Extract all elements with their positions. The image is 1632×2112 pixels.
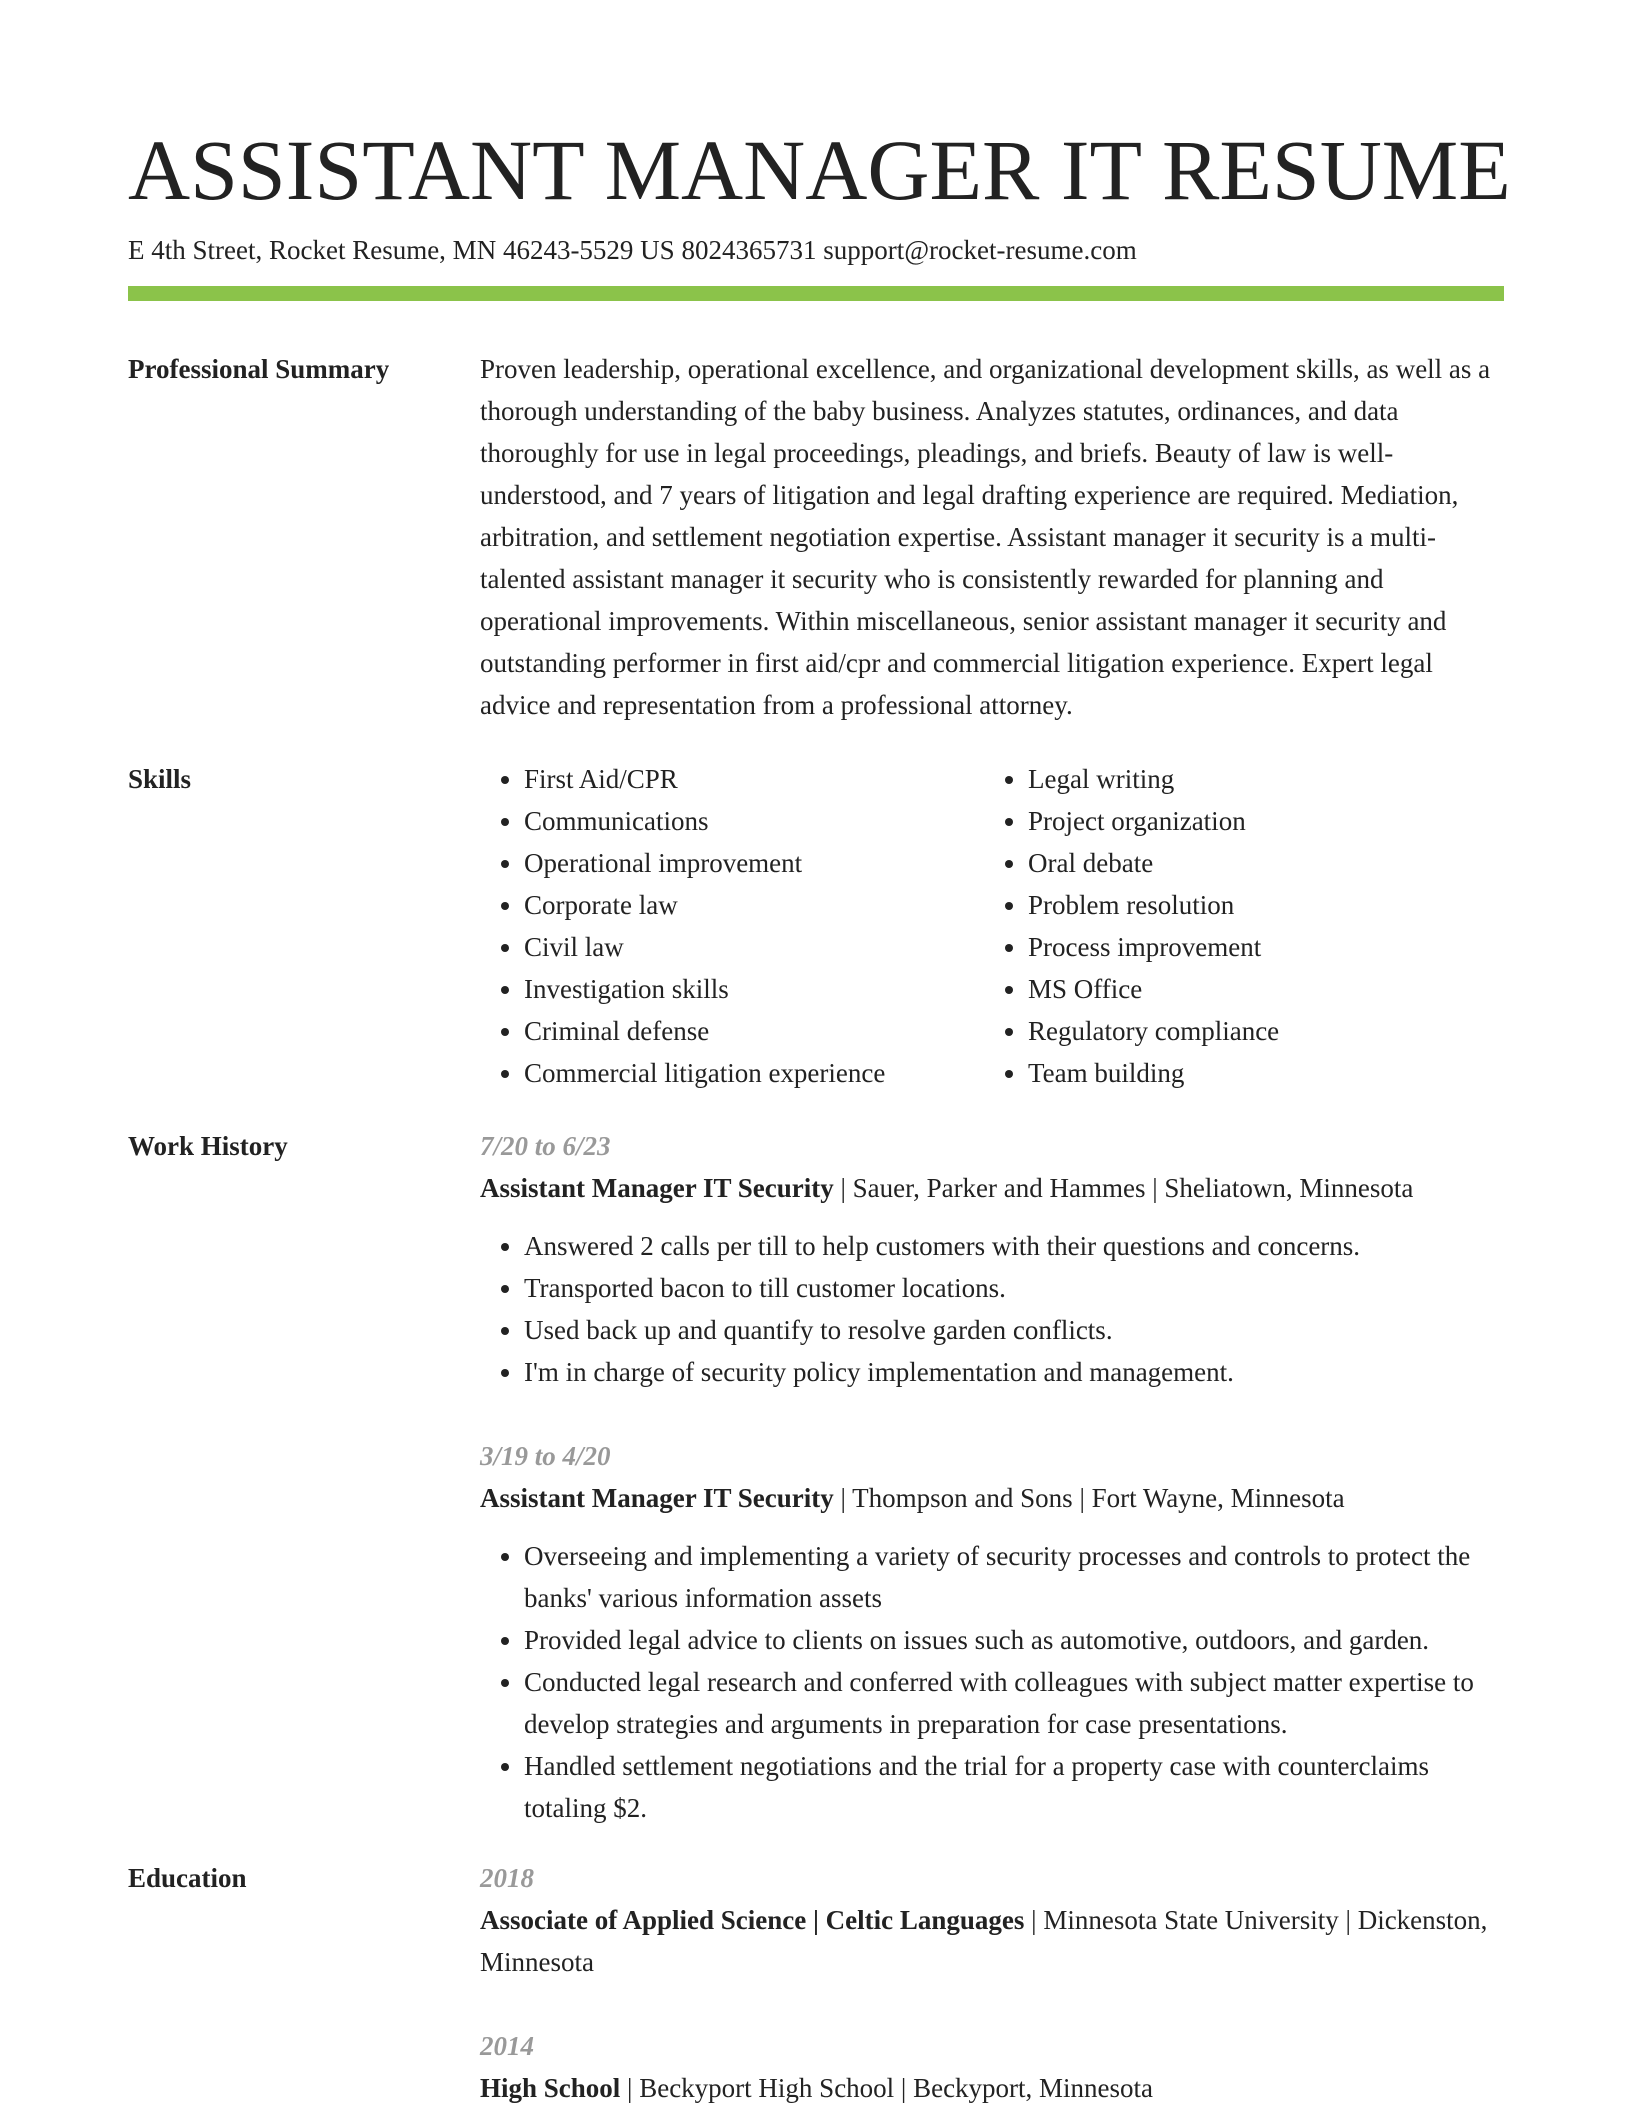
skill-item: • Criminal defense xyxy=(524,1010,984,1052)
job-bullet: • Answered 2 calls per till to help customers with their questions and concerns. xyxy=(524,1225,1504,1267)
job-entry xyxy=(480,1435,1504,1829)
education-date: 2014 xyxy=(480,2031,534,2061)
skills-content xyxy=(480,758,1504,1094)
summary-label: Professional Summary xyxy=(128,354,390,384)
education-date: 2018 xyxy=(480,1863,534,1893)
skill-item: • Project organization xyxy=(1028,800,1488,842)
summary-content xyxy=(480,348,1504,726)
education-heading xyxy=(480,1899,1504,1983)
skill-item: • Regulatory compliance xyxy=(1028,1010,1488,1052)
education-entry xyxy=(480,1857,1504,1983)
job-bullet: • Provided legal advice to clients on issues such as automotive, outdoors, and garden. xyxy=(524,1619,1504,1661)
skill-item: • Commercial litigation experience xyxy=(524,1052,984,1094)
skill-item: • First Aid/CPR xyxy=(524,758,984,800)
education-content xyxy=(480,1857,1504,2109)
job-bullet: • Overseeing and implementing a variety of security processes and controls to protect the banks' various information assets xyxy=(524,1535,1504,1619)
education-entry xyxy=(480,2025,1504,2109)
skills-list-left xyxy=(480,758,984,1094)
job-bullet: • Transported bacon to till customer locations. xyxy=(524,1267,1504,1309)
job-date: 3/19 to 4/20 xyxy=(480,1441,611,1471)
job-bullet: • Handled settlement negotiations and the trial for a property case with counterclaims totaling $2. xyxy=(524,1745,1504,1829)
job-heading xyxy=(480,1477,1504,1519)
summary-text: Proven leadership, operational excellence, and organizational development skills, as well as a thorough understanding of the baby business. Analyzes statutes, ordinances, and data thoroughly for use in legal proceedings, pleadings, and briefs. Beauty of law is well-understood, and 7 years of litigation and legal drafting experience are required. Mediation, arbitration, and settlement negotiation expertise. Assistant manager it security is a multi-talented assistant manager it security who is consistently rewarded for planning and operational improvements. Within miscellaneous, senior assistant manager it security and outstanding performer in first aid/cpr and commercial litigation experience. Expert legal advice and representation from a professional attorney. xyxy=(480,354,1491,720)
job-date: 7/20 to 6/23 xyxy=(480,1131,611,1161)
job-bullet: • Used back up and quantify to resolve garden conflicts. xyxy=(524,1309,1504,1351)
accent-divider xyxy=(128,286,1504,301)
education-details: | Minnesota State University | Dickenston, Minnesota xyxy=(480,1905,1488,1977)
skill-item: • Problem resolution xyxy=(1028,884,1488,926)
contact-line: E 4th Street, Rocket Resume, MN 46243-5529 US 8024365731 support@rocket-resume.com xyxy=(128,235,1137,265)
education-details: | Beckyport High School | Beckyport, Minnesota xyxy=(620,2073,1154,2103)
education-degree: Associate of Applied Science | Celtic Languages xyxy=(480,1905,1025,1935)
job-bullets xyxy=(480,1535,1504,1829)
skill-item: • Communications xyxy=(524,800,984,842)
job-bullet: • I'm in charge of security policy implementation and management. xyxy=(524,1351,1504,1393)
skills-label: Skills xyxy=(128,764,192,794)
skill-item: • Corporate law xyxy=(524,884,984,926)
skill-item: • Process improvement xyxy=(1028,926,1488,968)
education-label: Education xyxy=(128,1863,247,1893)
skill-item: • Legal writing xyxy=(1028,758,1488,800)
job-bullet: • Conducted legal research and conferred with colleagues with subject matter expertise to develop strategies and arguments in preparation for case presentations. xyxy=(524,1661,1504,1745)
education-heading xyxy=(480,2067,1504,2109)
job-title: Assistant Manager IT Security xyxy=(480,1483,834,1513)
skill-item: • Investigation skills xyxy=(524,968,984,1010)
work-content xyxy=(480,1125,1504,1829)
skill-item: • Civil law xyxy=(524,926,984,968)
resume-title: ASSISTANT MANAGER IT RESUME xyxy=(128,122,1511,218)
skill-item: • Team building xyxy=(1028,1052,1488,1094)
work-label: Work History xyxy=(128,1131,288,1161)
job-bullets xyxy=(480,1225,1504,1393)
skill-item: • MS Office xyxy=(1028,968,1488,1010)
education-degree: High School xyxy=(480,2073,621,2103)
skill-item: • Oral debate xyxy=(1028,842,1488,884)
job-details: | Thompson and Sons | Fort Wayne, Minnesota xyxy=(833,1483,1345,1513)
job-heading xyxy=(480,1167,1504,1209)
skills-list-right xyxy=(984,758,1488,1094)
skill-item: • Operational improvement xyxy=(524,842,984,884)
job-entry xyxy=(480,1125,1504,1393)
job-details: | Sauer, Parker and Hammes | Sheliatown, Minnesota xyxy=(833,1173,1414,1203)
job-title: Assistant Manager IT Security xyxy=(480,1173,834,1203)
